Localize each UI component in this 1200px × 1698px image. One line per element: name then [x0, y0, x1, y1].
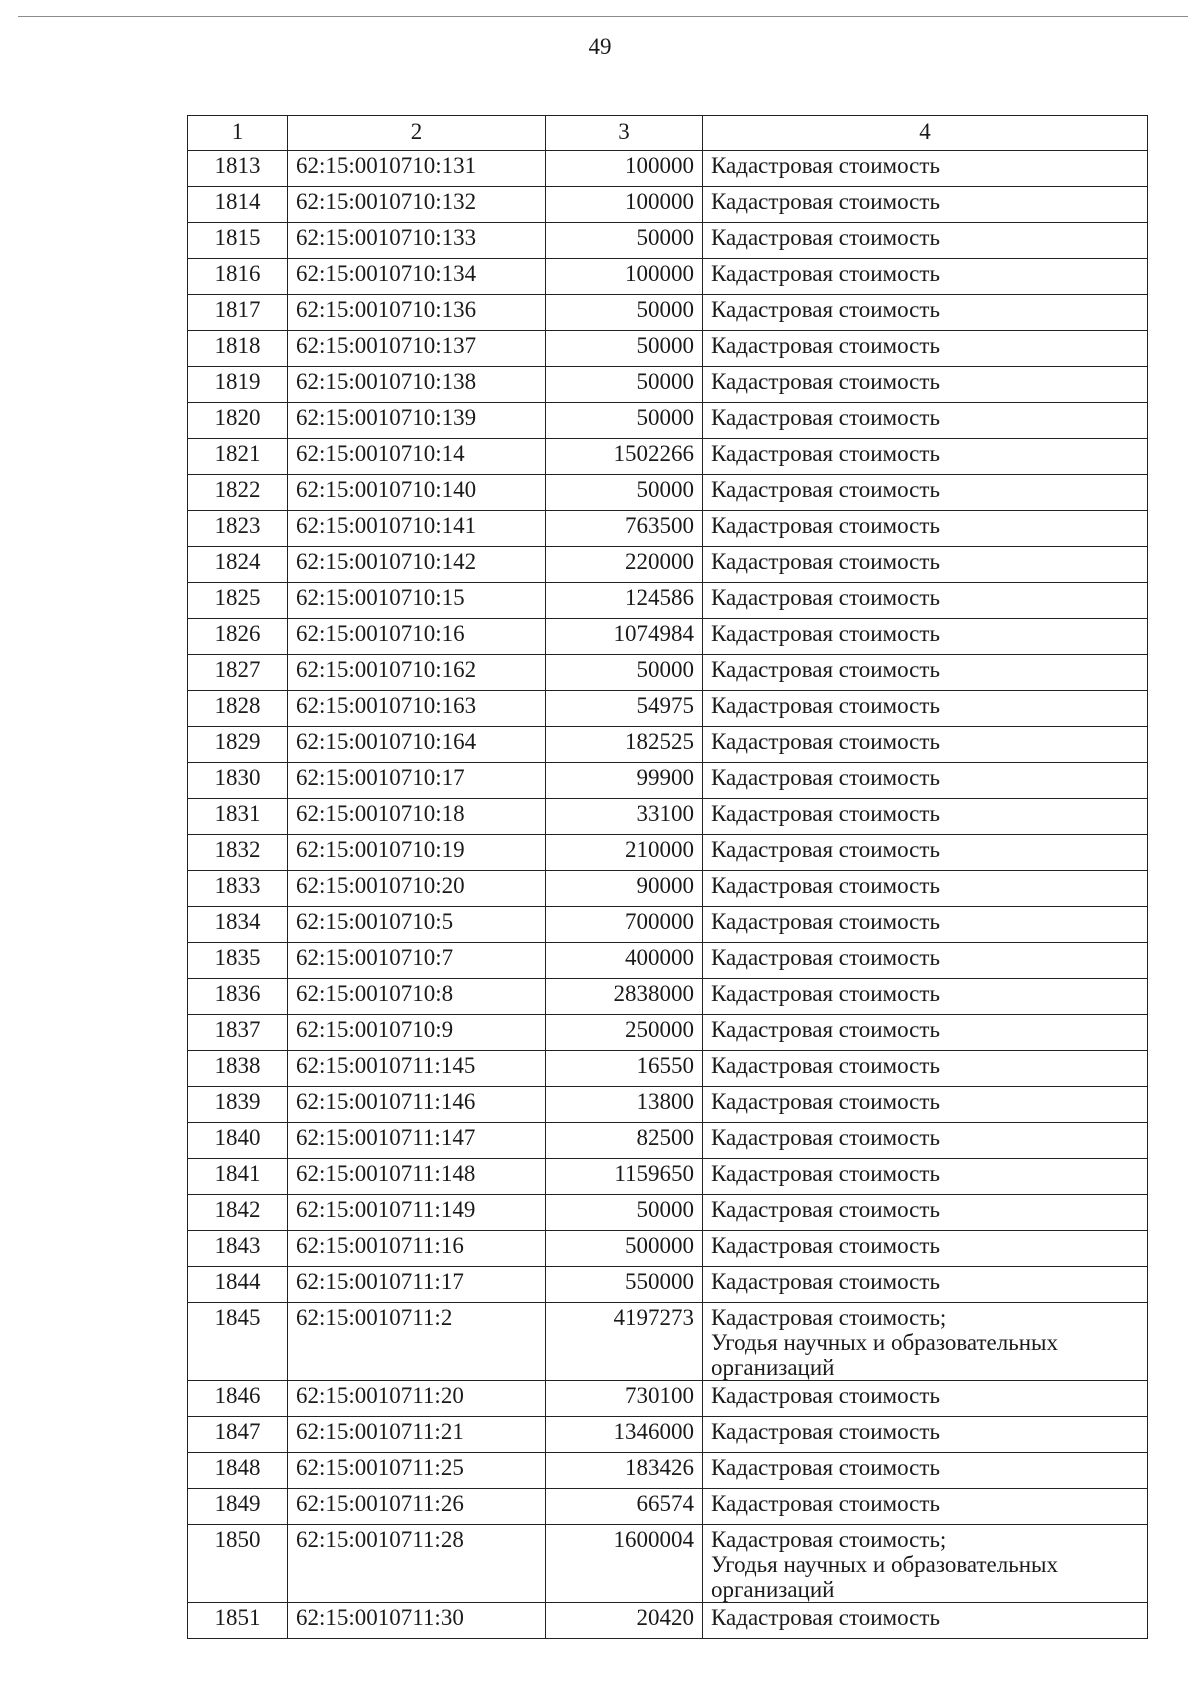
table-row: [188, 1603, 1148, 1639]
cadastral-number: 62:15:0010710:134: [288, 259, 546, 295]
cadastral-number: 62:15:0010710:16: [288, 619, 546, 655]
cadastral-number: 62:15:0010710:132: [288, 187, 546, 223]
description-line: Кадастровая стоимость: [711, 693, 940, 718]
cadastral-number: 62:15:0010710:136: [288, 295, 546, 331]
description-cell: [703, 907, 1148, 943]
cadastral-value: 1600004: [546, 1525, 703, 1603]
cadastral-value: 210000: [546, 835, 703, 871]
description-cell: [703, 187, 1148, 223]
row-number: 1836: [188, 979, 288, 1015]
description-cell: [703, 583, 1148, 619]
description-cell: [703, 295, 1148, 331]
description-cell: [703, 259, 1148, 295]
table-row: [188, 763, 1148, 799]
table-row: [188, 259, 1148, 295]
description-line: Кадастровая стоимость: [711, 585, 940, 610]
cadastral-value: 50000: [546, 475, 703, 511]
description-line: Кадастровая стоимость: [711, 477, 940, 502]
row-number: 1842: [188, 1195, 288, 1231]
description-cell: [703, 1159, 1148, 1195]
row-number: 1846: [188, 1381, 288, 1417]
row-number: 1822: [188, 475, 288, 511]
cadastral-value: 50000: [546, 367, 703, 403]
cadastral-value: 763500: [546, 511, 703, 547]
description-line: Кадастровая стоимость: [711, 513, 940, 538]
table-row: [188, 547, 1148, 583]
row-number: 1838: [188, 1051, 288, 1087]
column-header-2: 2: [288, 116, 546, 151]
cadastral-value: 4197273: [546, 1303, 703, 1381]
row-number: 1820: [188, 403, 288, 439]
cadastral-value: 50000: [546, 655, 703, 691]
row-number: 1831: [188, 799, 288, 835]
row-number: 1818: [188, 331, 288, 367]
description-line: Угодья научных и образовательных: [711, 1330, 1058, 1355]
description-line: Кадастровая стоимость: [711, 189, 940, 214]
description-line: Кадастровая стоимость: [711, 297, 940, 322]
row-number: 1833: [188, 871, 288, 907]
cadastral-value: 730100: [546, 1381, 703, 1417]
cadastral-value: 550000: [546, 1267, 703, 1303]
cadastral-number: 62:15:0010710:164: [288, 727, 546, 763]
cadastral-number: 62:15:0010710:163: [288, 691, 546, 727]
cadastral-value: 50000: [546, 295, 703, 331]
table-row: [188, 871, 1148, 907]
cadastral-value: 1502266: [546, 439, 703, 475]
cadastral-number: 62:15:0010710:15: [288, 583, 546, 619]
cadastral-value: 33100: [546, 799, 703, 835]
cadastral-value: 20420: [546, 1603, 703, 1639]
row-number: 1834: [188, 907, 288, 943]
table-row: [188, 331, 1148, 367]
row-number: 1835: [188, 943, 288, 979]
description-cell: [703, 151, 1148, 187]
description-line: Кадастровая стоимость: [711, 225, 940, 250]
cadastral-value: 182525: [546, 727, 703, 763]
description-line: Кадастровая стоимость: [711, 1125, 940, 1150]
cadastral-value: 1346000: [546, 1417, 703, 1453]
description-line: Кадастровая стоимость: [711, 1197, 940, 1222]
cadastral-value: 66574: [546, 1489, 703, 1525]
description-cell: [703, 367, 1148, 403]
description-cell: [703, 871, 1148, 907]
description-line: Угодья научных и образовательных: [711, 1552, 1058, 1577]
table-row: [188, 439, 1148, 475]
row-number: 1849: [188, 1489, 288, 1525]
table-row: [188, 187, 1148, 223]
row-number: 1832: [188, 835, 288, 871]
table-row: [188, 1267, 1148, 1303]
description-line: организаций: [711, 1355, 835, 1380]
description-cell: [703, 655, 1148, 691]
description-line: Кадастровая стоимость: [711, 945, 940, 970]
table-row: [188, 511, 1148, 547]
description-cell: [703, 1489, 1148, 1525]
cadastral-number: 62:15:0010710:131: [288, 151, 546, 187]
description-cell: [703, 1453, 1148, 1489]
cadastral-table: [187, 115, 1148, 1639]
cadastral-number: 62:15:0010710:137: [288, 331, 546, 367]
description-cell: [703, 835, 1148, 871]
description-cell: [703, 1231, 1148, 1267]
row-number: 1823: [188, 511, 288, 547]
description-line: Кадастровая стоимость: [711, 261, 940, 286]
cadastral-value: 50000: [546, 223, 703, 259]
row-number: 1845: [188, 1303, 288, 1381]
table-row: [188, 1453, 1148, 1489]
description-cell: [703, 439, 1148, 475]
cadastral-value: 250000: [546, 1015, 703, 1051]
description-line: Кадастровая стоимость: [711, 1269, 940, 1294]
description-line: Кадастровая стоимость: [711, 1233, 940, 1258]
table-row: [188, 151, 1148, 187]
row-number: 1814: [188, 187, 288, 223]
table-row: [188, 1159, 1148, 1195]
table-row: [188, 1087, 1148, 1123]
cadastral-value: 54975: [546, 691, 703, 727]
row-number: 1824: [188, 547, 288, 583]
column-header-4: 4: [703, 116, 1148, 151]
cadastral-value: 1074984: [546, 619, 703, 655]
description-cell: [703, 1381, 1148, 1417]
cadastral-number: 62:15:0010711:146: [288, 1087, 546, 1123]
description-line: Кадастровая стоимость: [711, 1419, 940, 1444]
description-line: Кадастровая стоимость: [711, 333, 940, 358]
table-row: [188, 1195, 1148, 1231]
table-row: [188, 1051, 1148, 1087]
description-line: Кадастровая стоимость: [711, 153, 940, 178]
cadastral-value: 500000: [546, 1231, 703, 1267]
description-cell: [703, 1051, 1148, 1087]
table-row: [188, 1231, 1148, 1267]
table-row: [188, 979, 1148, 1015]
cadastral-number: 62:15:0010711:25: [288, 1453, 546, 1489]
cadastral-value: 100000: [546, 187, 703, 223]
description-cell: [703, 547, 1148, 583]
table-row: [188, 655, 1148, 691]
table-row: [188, 1303, 1148, 1381]
table-row: [188, 475, 1148, 511]
cadastral-number: 62:15:0010710:141: [288, 511, 546, 547]
cadastral-value: 50000: [546, 331, 703, 367]
description-cell: [703, 763, 1148, 799]
cadastral-value: 400000: [546, 943, 703, 979]
row-number: 1847: [188, 1417, 288, 1453]
cadastral-value: 124586: [546, 583, 703, 619]
cadastral-number: 62:15:0010711:145: [288, 1051, 546, 1087]
table-row: [188, 943, 1148, 979]
description-line: Кадастровая стоимость: [711, 441, 940, 466]
cadastral-number: 62:15:0010711:148: [288, 1159, 546, 1195]
cadastral-number: 62:15:0010711:147: [288, 1123, 546, 1159]
cadastral-number: 62:15:0010710:9: [288, 1015, 546, 1051]
row-number: 1851: [188, 1603, 288, 1639]
cadastral-number: 62:15:0010711:30: [288, 1603, 546, 1639]
row-number: 1827: [188, 655, 288, 691]
cadastral-number: 62:15:0010710:18: [288, 799, 546, 835]
row-number: 1821: [188, 439, 288, 475]
row-number: 1817: [188, 295, 288, 331]
cadastral-number: 62:15:0010710:5: [288, 907, 546, 943]
table-row: [188, 835, 1148, 871]
table-body: [188, 151, 1148, 1639]
description-line: Кадастровая стоимость: [711, 549, 940, 574]
description-line: организаций: [711, 1577, 835, 1602]
cadastral-number: 62:15:0010710:162: [288, 655, 546, 691]
table-row: [188, 367, 1148, 403]
cadastral-value: 220000: [546, 547, 703, 583]
cadastral-number: 62:15:0010710:19: [288, 835, 546, 871]
cadastral-value: 183426: [546, 1453, 703, 1489]
table-row: [188, 583, 1148, 619]
row-number: 1841: [188, 1159, 288, 1195]
description-cell: [703, 943, 1148, 979]
cadastral-number: 62:15:0010710:142: [288, 547, 546, 583]
description-line: Кадастровая стоимость;: [711, 1305, 947, 1330]
cadastral-number: 62:15:0010711:149: [288, 1195, 546, 1231]
cadastral-number: 62:15:0010711:21: [288, 1417, 546, 1453]
table-row: [188, 1417, 1148, 1453]
description-line: Кадастровая стоимость: [711, 765, 940, 790]
description-line: Кадастровая стоимость: [711, 873, 940, 898]
table-row: [188, 619, 1148, 655]
column-header-1: 1: [188, 116, 288, 151]
cadastral-number: 62:15:0010710:20: [288, 871, 546, 907]
description-cell: [703, 1015, 1148, 1051]
description-line: Кадастровая стоимость: [711, 729, 940, 754]
cadastral-number: 62:15:0010710:14: [288, 439, 546, 475]
description-cell: [703, 1195, 1148, 1231]
top-rule: [18, 16, 1188, 17]
cadastral-value: 16550: [546, 1051, 703, 1087]
cadastral-number: 62:15:0010710:140: [288, 475, 546, 511]
table-row: [188, 1489, 1148, 1525]
row-number: 1839: [188, 1087, 288, 1123]
description-cell: [703, 1603, 1148, 1639]
description-line: Кадастровая стоимость: [711, 1605, 940, 1630]
table-row: [188, 1015, 1148, 1051]
description-cell: [703, 1525, 1148, 1603]
cadastral-number: 62:15:0010711:20: [288, 1381, 546, 1417]
description-line: Кадастровая стоимость: [711, 981, 940, 1006]
cadastral-value: 50000: [546, 403, 703, 439]
description-cell: [703, 1123, 1148, 1159]
cadastral-number: 62:15:0010710:7: [288, 943, 546, 979]
table-row: [188, 799, 1148, 835]
cadastral-number: 62:15:0010711:26: [288, 1489, 546, 1525]
description-line: Кадастровая стоимость: [711, 405, 940, 430]
description-line: Кадастровая стоимость: [711, 837, 940, 862]
cadastral-number: 62:15:0010710:8: [288, 979, 546, 1015]
table-row: [188, 907, 1148, 943]
table-row: [188, 1525, 1148, 1603]
page-number: 49: [588, 34, 612, 59]
cadastral-value: 2838000: [546, 979, 703, 1015]
table-row: [188, 403, 1148, 439]
description-cell: [703, 1267, 1148, 1303]
cadastral-value: 700000: [546, 907, 703, 943]
cadastral-number: 62:15:0010710:138: [288, 367, 546, 403]
row-number: 1813: [188, 151, 288, 187]
row-number: 1816: [188, 259, 288, 295]
row-number: 1819: [188, 367, 288, 403]
cadastral-value: 100000: [546, 259, 703, 295]
row-number: 1815: [188, 223, 288, 259]
row-number: 1830: [188, 763, 288, 799]
cadastral-number: 62:15:0010710:133: [288, 223, 546, 259]
cadastral-number: 62:15:0010710:17: [288, 763, 546, 799]
cadastral-value: 82500: [546, 1123, 703, 1159]
row-number: 1828: [188, 691, 288, 727]
description-line: Кадастровая стоимость: [711, 801, 940, 826]
table-row: [188, 727, 1148, 763]
row-number: 1844: [188, 1267, 288, 1303]
description-cell: [703, 1417, 1148, 1453]
cadastral-number: 62:15:0010710:139: [288, 403, 546, 439]
cadastral-value: 99900: [546, 763, 703, 799]
description-line: Кадастровая стоимость: [711, 909, 940, 934]
description-cell: [703, 979, 1148, 1015]
cadastral-number: 62:15:0010711:2: [288, 1303, 546, 1381]
cadastral-value: 100000: [546, 151, 703, 187]
cadastral-number: 62:15:0010711:16: [288, 1231, 546, 1267]
description-line: Кадастровая стоимость: [711, 369, 940, 394]
description-line: Кадастровая стоимость: [711, 621, 940, 646]
description-line: Кадастровая стоимость;: [711, 1527, 947, 1552]
cadastral-value: 1159650: [546, 1159, 703, 1195]
description-cell: [703, 511, 1148, 547]
row-number: 1826: [188, 619, 288, 655]
description-cell: [703, 403, 1148, 439]
table-row: [188, 1381, 1148, 1417]
cadastral-value: 90000: [546, 871, 703, 907]
row-number: 1825: [188, 583, 288, 619]
row-number: 1840: [188, 1123, 288, 1159]
row-number: 1837: [188, 1015, 288, 1051]
cadastral-value: 13800: [546, 1087, 703, 1123]
description-line: Кадастровая стоимость: [711, 1491, 940, 1516]
row-number: 1829: [188, 727, 288, 763]
row-number: 1850: [188, 1525, 288, 1603]
row-number: 1848: [188, 1453, 288, 1489]
description-cell: [703, 799, 1148, 835]
description-line: Кадастровая стоимость: [711, 1455, 940, 1480]
description-cell: [703, 1303, 1148, 1381]
table-row: [188, 223, 1148, 259]
description-line: Кадастровая стоимость: [711, 1161, 940, 1186]
description-line: Кадастровая стоимость: [711, 1383, 940, 1408]
description-cell: [703, 619, 1148, 655]
table-row: [188, 295, 1148, 331]
row-number: 1843: [188, 1231, 288, 1267]
description-line: Кадастровая стоимость: [711, 1089, 940, 1114]
description-cell: [703, 1087, 1148, 1123]
header-row: [188, 116, 1148, 151]
description-cell: [703, 691, 1148, 727]
description-cell: [703, 223, 1148, 259]
cadastral-number: 62:15:0010711:28: [288, 1525, 546, 1603]
description-cell: [703, 331, 1148, 367]
description-cell: [703, 475, 1148, 511]
table-row: [188, 691, 1148, 727]
description-line: Кадастровая стоимость: [711, 1053, 940, 1078]
cadastral-number: 62:15:0010711:17: [288, 1267, 546, 1303]
description-line: Кадастровая стоимость: [711, 1017, 940, 1042]
column-header-3: 3: [546, 116, 703, 151]
description-line: Кадастровая стоимость: [711, 657, 940, 682]
description-cell: [703, 727, 1148, 763]
cadastral-value: 50000: [546, 1195, 703, 1231]
table-row: [188, 1123, 1148, 1159]
